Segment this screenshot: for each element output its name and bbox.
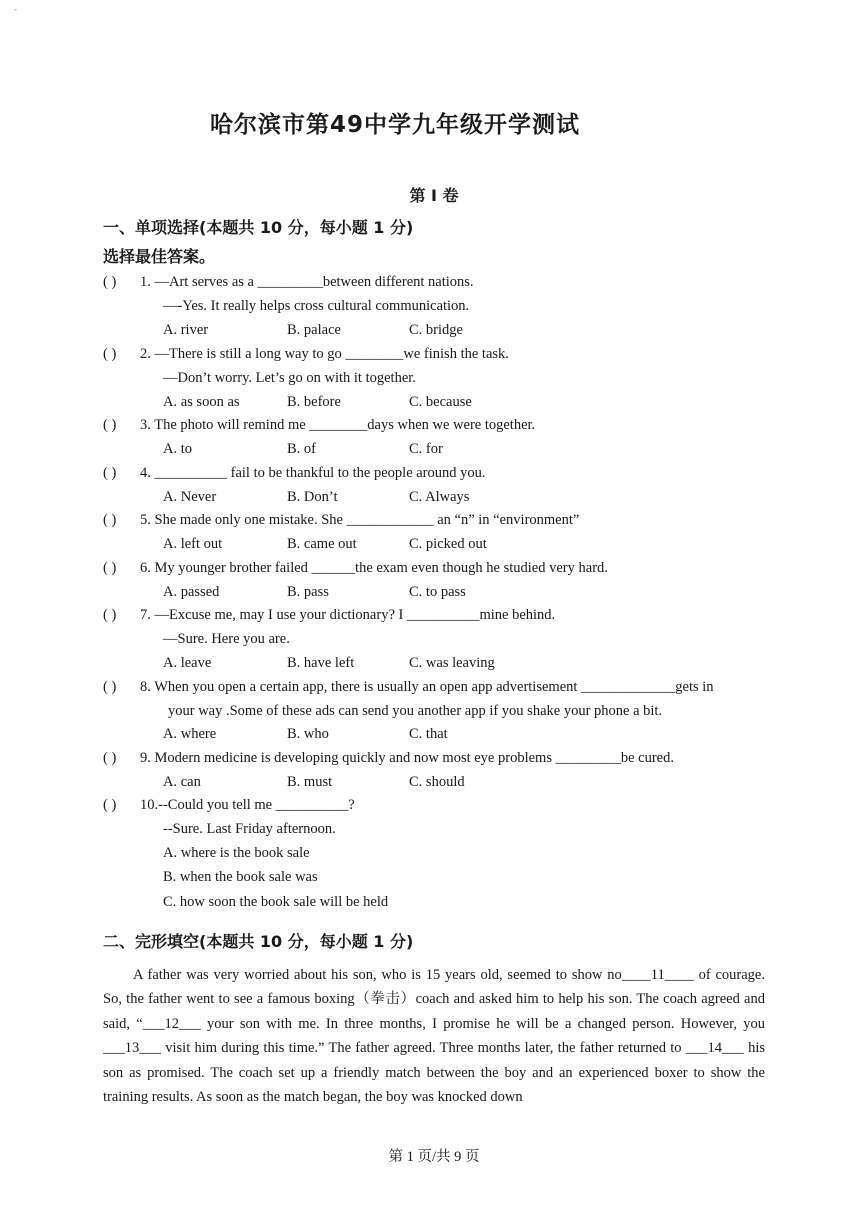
- q9-option-a: A. can: [163, 774, 201, 790]
- q2-option-c: C. because: [409, 394, 472, 410]
- q3-option-b: B. of: [287, 441, 316, 457]
- q2-option-a: A. as soon as: [163, 394, 240, 410]
- page-footer: 第 1 页/共 9 页: [388, 1149, 480, 1165]
- question-7: 7. —Excuse me, may I use your dictionary? I __________mine behind.: [140, 607, 556, 623]
- q5-option-c: C. picked out: [409, 536, 487, 552]
- q1-option-a: A. river: [163, 322, 209, 338]
- question-8: 8. When you open a certain app, there is usually an open app advertisement _____________gets in: [140, 679, 714, 695]
- q3-option-c: C. for: [409, 441, 443, 457]
- section1-instruction: 选择最佳答案。: [103, 247, 216, 266]
- answer-paren-9: ( ): [103, 750, 117, 766]
- q5-option-b: B. came out: [287, 536, 357, 552]
- q9-option-c: C. should: [409, 774, 465, 790]
- q8-option-b: B. who: [287, 726, 329, 742]
- q9-option-b: B. must: [287, 774, 333, 790]
- question-10: 10.--Could you tell me __________?: [140, 797, 355, 813]
- q5-option-a: A. left out: [163, 536, 223, 552]
- question-5: 5. She made only one mistake. She ____________ an “n” in “environment”: [140, 512, 580, 528]
- volume-label: 第 I 卷: [409, 186, 459, 205]
- question-6: 6. My younger brother failed ______the exam even though he studied very hard.: [140, 560, 608, 576]
- q4-option-c: C. Always: [409, 489, 470, 505]
- section1-heading: 一、单项选择(本题共 10 分，每小题 1 分): [103, 218, 414, 237]
- q4-option-a: A. Never: [163, 489, 217, 505]
- answer-paren-7: ( ): [103, 607, 117, 623]
- q6-option-a: A. passed: [163, 584, 220, 600]
- q2-option-b: B. before: [287, 394, 341, 410]
- question-7-reply: —Sure. Here you are.: [163, 631, 290, 647]
- q6-option-c: C. to pass: [409, 584, 466, 600]
- answer-paren-5: ( ): [103, 512, 117, 528]
- q10-option-b: B. when the book sale was: [163, 869, 318, 885]
- q10-option-c: C. how soon the book sale will be held: [163, 894, 389, 910]
- answer-paren-6: ( ): [103, 560, 117, 576]
- question-3: 3. The photo will remind me ________days when we were together.: [140, 417, 536, 433]
- q1-option-b: B. palace: [287, 322, 341, 338]
- question-9: 9. Modern medicine is developing quickly and now most eye problems _________be cured.: [140, 750, 674, 766]
- q7-option-b: B. have left: [287, 655, 355, 671]
- answer-paren-4: ( ): [103, 465, 117, 481]
- question-1: 1. —Art serves as a _________between different nations.: [140, 274, 474, 290]
- question-1-reply: —-Yes. It really helps cross cultural communication.: [163, 298, 470, 314]
- q1-option-c: C. bridge: [409, 322, 463, 338]
- q3-option-a: A. to: [163, 441, 192, 457]
- section2-heading: 二、完形填空(本题共 10 分，每小题 1 分): [103, 932, 414, 951]
- q8-option-a: A. where: [163, 726, 217, 742]
- page-title: 哈尔滨市第49中学九年级开学测试: [209, 112, 580, 138]
- answer-paren-8: ( ): [103, 679, 117, 695]
- answer-paren-2: ( ): [103, 346, 117, 362]
- q7-option-c: C. was leaving: [409, 655, 495, 671]
- answer-paren-1: ( ): [103, 274, 117, 290]
- question-2: 2. —There is still a long way to go ________we finish the task.: [140, 346, 509, 362]
- answer-paren-10: ( ): [103, 797, 117, 813]
- q7-option-a: A. leave: [163, 655, 212, 671]
- question-8-continued: your way .Some of these ads can send you another app if you shake your phone a bit.: [168, 703, 663, 719]
- question-10-reply: --Sure. Last Friday afternoon.: [163, 821, 336, 837]
- question-4: 4. __________ fail to be thankful to the people around you.: [140, 465, 486, 481]
- q10-option-a: A. where is the book sale: [163, 845, 310, 861]
- q8-option-c: C. that: [409, 726, 448, 742]
- cloze-passage: A father was very worried about his son, who is 15 years old, seemed to show no____11____ of courage. So, the father went to see a famous boxing（拳击）coach and asked him to help his son. The coach agreed and said, “___12___ your son with me. In three months, I promise he will be a changed person. However, you ___13___ visit him during this time.” The father agreed. Three months later, the father returned to ___14___ his son as promised. The coach set up a friendly match between the boy and an experienced boxer to show the training results. As soon as the match began, the boy was knocked down: [103, 967, 765, 1106]
- question-2-reply: —Don’t worry. Let’s go on with it together.: [163, 370, 416, 386]
- corner-mark: -: [14, 4, 17, 14]
- q6-option-b: B. pass: [287, 584, 329, 600]
- q4-option-b: B. Don’t: [287, 489, 338, 505]
- answer-paren-3: ( ): [103, 417, 117, 433]
